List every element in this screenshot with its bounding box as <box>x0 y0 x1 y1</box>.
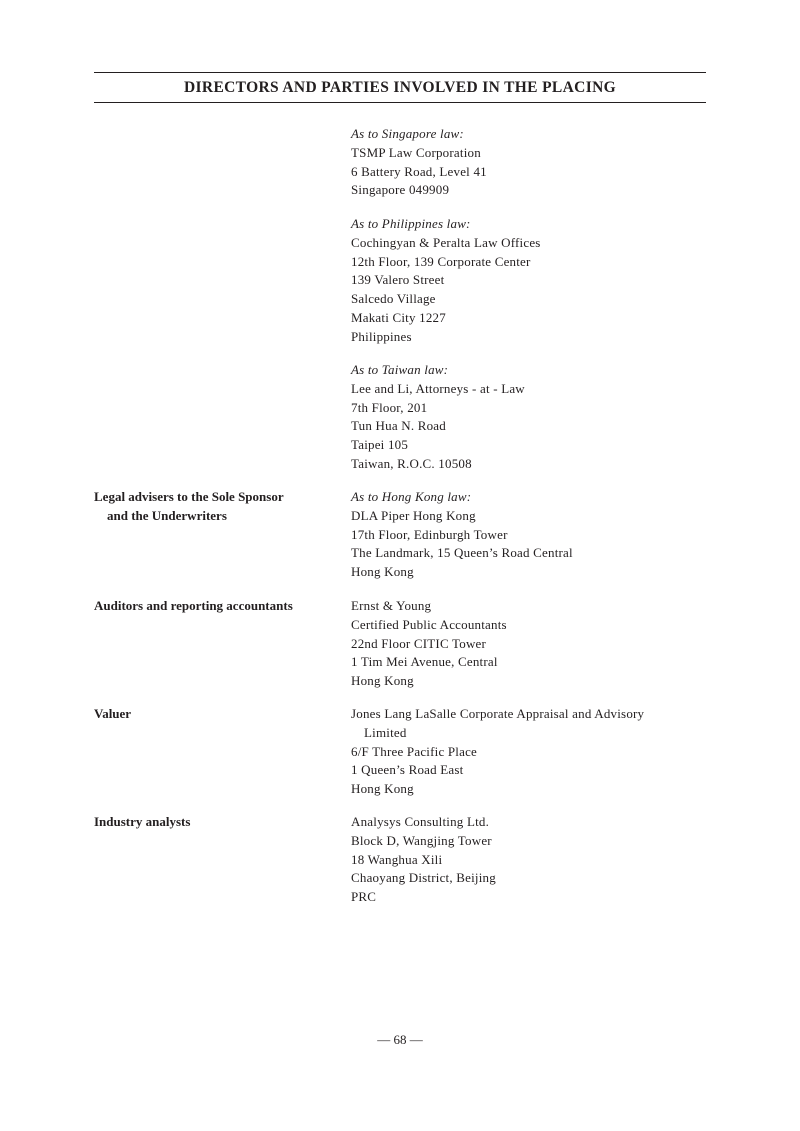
address-line: Hong Kong <box>351 673 414 689</box>
page-number: — 68 — <box>377 1032 423 1047</box>
address-line: Lee and Li, Attorneys - at - Law <box>351 380 525 396</box>
address-line: Hong Kong <box>351 564 414 580</box>
address-line: 17th Floor, Edinburgh Tower <box>351 526 508 542</box>
header-top-rule <box>94 72 706 73</box>
address-line: 139 Valero Street <box>351 272 445 288</box>
hong-kong-law-heading: As to Hong Kong law: <box>351 489 472 504</box>
address-line: Certified Public Accountants <box>351 616 507 632</box>
address-line: 7th Floor, 201 <box>351 399 428 415</box>
address-line: Chaoyang District, Beijing <box>351 870 496 886</box>
legal-advisers-label-line1: Legal advisers to the Sole Sponsor <box>94 489 284 504</box>
address-line: Ernst & Young <box>351 598 432 613</box>
address-line: Taiwan, R.O.C. 10508 <box>351 455 472 471</box>
address-line: 22nd Floor CITIC Tower <box>351 635 487 651</box>
address-line: Cochingyan & Peralta Law Offices <box>351 234 541 250</box>
auditors-block <box>351 597 711 691</box>
address-line: 18 Wanghua Xili <box>351 851 443 867</box>
valuer-label: Valuer <box>94 706 132 721</box>
address-line: 6 Battery Road, Level 41 <box>351 163 487 179</box>
address-line: Block D, Wangjing Tower <box>351 832 492 848</box>
address-line: 1 Queen’s Road East <box>351 762 464 778</box>
singapore-law-heading: As to Singapore law: <box>351 126 464 141</box>
industry-analysts-label: Industry analysts <box>94 814 191 829</box>
philippines-law-block <box>351 215 711 347</box>
industry-analysts-block <box>351 813 711 907</box>
address-line: 12th Floor, 139 Corporate Center <box>351 253 531 269</box>
auditors-label: Auditors and reporting accountants <box>94 598 293 613</box>
address-line: Philippines <box>351 328 412 344</box>
hong-kong-law-block <box>351 488 711 582</box>
address-line: Makati City 1227 <box>351 309 446 325</box>
address-line: Jones Lang LaSalle Corporate Appraisal and Advisory <box>351 706 645 721</box>
valuer-block <box>351 705 711 799</box>
address-line: Tun Hua N. Road <box>351 418 446 434</box>
philippines-law-heading: As to Philippines law: <box>351 216 471 231</box>
address-line: PRC <box>351 889 377 905</box>
address-line: Salcedo Village <box>351 291 436 307</box>
address-line: Limited <box>364 724 407 740</box>
taiwan-law-block <box>351 361 711 474</box>
page-title: DIRECTORS AND PARTIES INVOLVED IN THE PLACING <box>183 79 617 96</box>
legal-advisers-label <box>94 488 334 526</box>
address-line: DLA Piper Hong Kong <box>351 507 476 523</box>
address-line: Hong Kong <box>351 781 414 797</box>
address-line: Singapore 049909 <box>351 182 450 198</box>
address-line: Taipei 105 <box>351 437 409 453</box>
address-line: 1 Tim Mei Avenue, Central <box>351 654 498 670</box>
singapore-law-block <box>351 125 711 200</box>
address-line: 6/F Three Pacific Place <box>351 743 478 759</box>
address-line: The Landmark, 15 Queen’s Road Central <box>351 545 573 561</box>
header-bottom-rule <box>94 102 706 103</box>
address-line: Analysys Consulting Ltd. <box>351 814 490 829</box>
address-line: TSMP Law Corporation <box>351 144 481 160</box>
taiwan-law-heading: As to Taiwan law: <box>351 362 449 377</box>
legal-advisers-label-line2: and the Underwriters <box>107 507 227 523</box>
